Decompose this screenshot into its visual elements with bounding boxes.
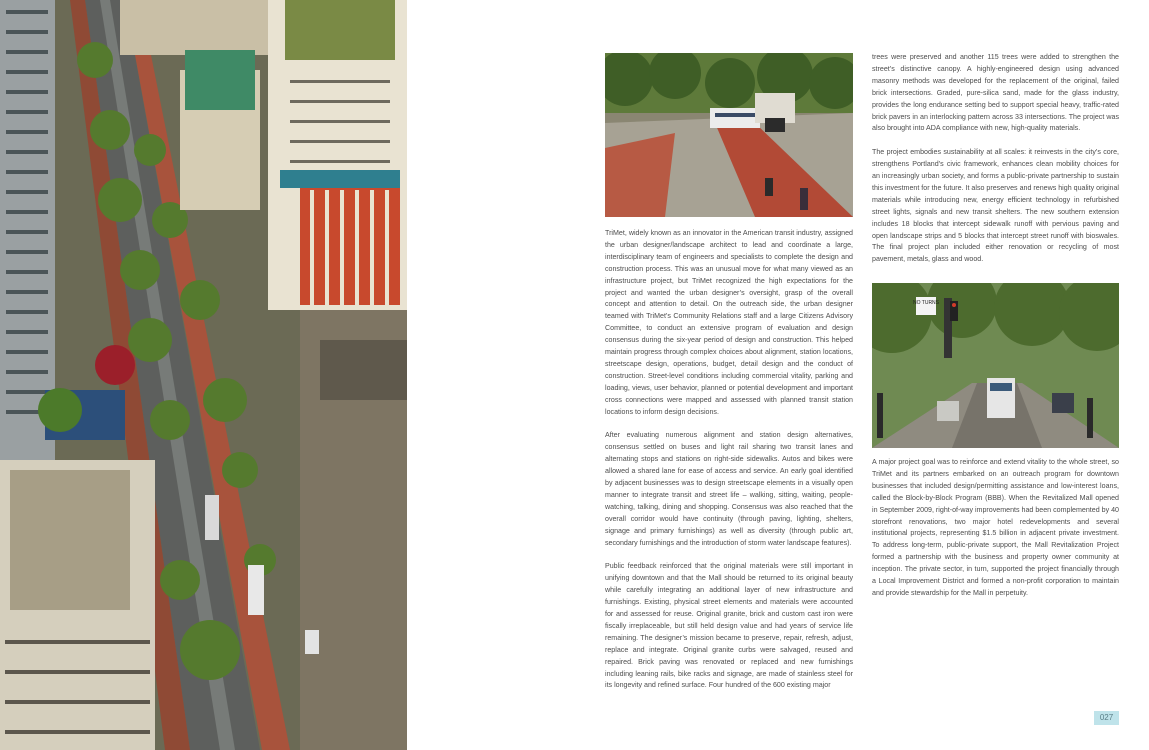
- paragraph: TriMet, widely known as an innovator in the American transit industry, assigned the urban designer/landscape architect to lead and coordinate a large, interdisciplinary team of engineers and specialists to complete the design and construction process. This was an unusual move for what many viewed as an infrastructure project, but TriMet recognized the high expectations for the project and wanted the urban designer’s oversight, grasp of the overall concept and attention to detail. On the outreach side, the urban designer teamed with TriMet’s Community Relations staff and a large Citizens Advisory Committee, to conduct an extensive program of evaluation and design consensus during the six-year period of design and construction. This helped maintain progress through complex choices about alignment, station locations, streetscape design, operations, budget, detail design and the conduct of construction. Street-level conditions including commercial vitality, parking and loading, views, user behavior, planned or potential development and important cross connections were mapped and assessed with planned transit station locations to inform design decisions.: [605, 229, 853, 416]
- article-column-left: [605, 228, 853, 692]
- article-column-right-bottom: [872, 457, 1119, 600]
- paragraph: Public feedback reinforced that the original materials were still important in unifying downtown and that the Mall should be returned to its original beauty while carefully integrating an additional layer of new infrastructure and furnishings. Existing, physical street elements and materials were accounted for and assessed for reuse. Original granite, brick and custom cast iron were fiscally irreplaceable, but still held design value and had years of service life remaining. The designer’s mission became to preserve, repair, refresh, adjust, replace and integrate. Original granite curbs were salvaged, reused and repaired. Brick paving was renovated or replaced and new furnishings including leaning rails, bike racks and signage, are made of stainless steel for its longevity and refined surface. Four hundred of the 600 existing major: [605, 562, 853, 690]
- streetcar-plaza-photo: [605, 53, 853, 217]
- paragraph: After evaluating numerous alignment and station design alternatives, consensus settled on buses and light rail sharing two transit lanes and alternating stops and stations on right-side sidewalks. Autos and bikes were allowed a shared lane for ease of access and service. An early goal identified by adjacent businesses was to design streetscape elements in a visually open manner to integrate transit and street life – walking, sitting, waiting, people-watching, talking, dining and shopping. Consensus was also reached that the overall corridor would have continuity (through paving, lighting, shelters, signage and primary furnishings) as well as diversity (through public art, secondary furnishings and the introduction of storm water landscape features).: [605, 431, 853, 547]
- no-turns-sign: NO TURNS: [912, 300, 940, 306]
- paragraph: A major project goal was to reinforce and extend vitality to the whole street, so TriMet and its partners embarked on an outreach program for downtown businesses that included design/permitting assistance and low-interest loans, called the Block-by-Block Program (BBB). When the Revitalized Mall opened in September 2009, right-of-way improvements had been complemented by 40 storefront renovations, two major hotel redevelopments and several institutional projects, representing $1.5 billion in adjacent private investment. To address long-term, public-private support, the Mall Revitalization Project formed a partnership with the business and property owner community at inception. The private sector, in turn, supported the project financially through a Local Improvement District and formed a non-profit corporation to maintain and provide stewardship for the Mall in perpetuity.: [872, 458, 1119, 597]
- tree-lined-street-photo: [872, 283, 1119, 448]
- article-column-right-top: [872, 52, 1119, 266]
- paragraph: The project embodies sustainability at all scales: it reinvests in the city’s core, strengthens Portland’s civic framework, enhances clean mobility choices for an increasingly urban society, and forms a public-private partnership to sustain this investment for the future. It also preserves and renews high quality original materials while introducing new, energy efficient technology in refurbished street lights, signals and new transit shelters. The new southern extension includes 18 blocks that intercept sidewalk runoff with pervious paving and open landscape strips and 5 blocks that intercept street runoff with bioswales. The final project plan included either renovation or recycling of most pavement, metals, glass and wood.: [872, 148, 1119, 264]
- paragraph: trees were preserved and another 115 trees were added to strengthen the street’s distinctive canopy. A highly-engineered design using advanced masonry methods was developed for the replacement of the original, failed brick intersections. Graded, pure-silica sand, made for the glass industry, provides the long endurance setting bed to support special heavy, traffic-rated brick pavers in an interlocking pattern across 33 intersections. The project was also brought into ADA compliance with new, high-quality materials.: [872, 53, 1119, 133]
- page-number: 027: [1094, 711, 1119, 725]
- aerial-street-photo: [0, 0, 407, 750]
